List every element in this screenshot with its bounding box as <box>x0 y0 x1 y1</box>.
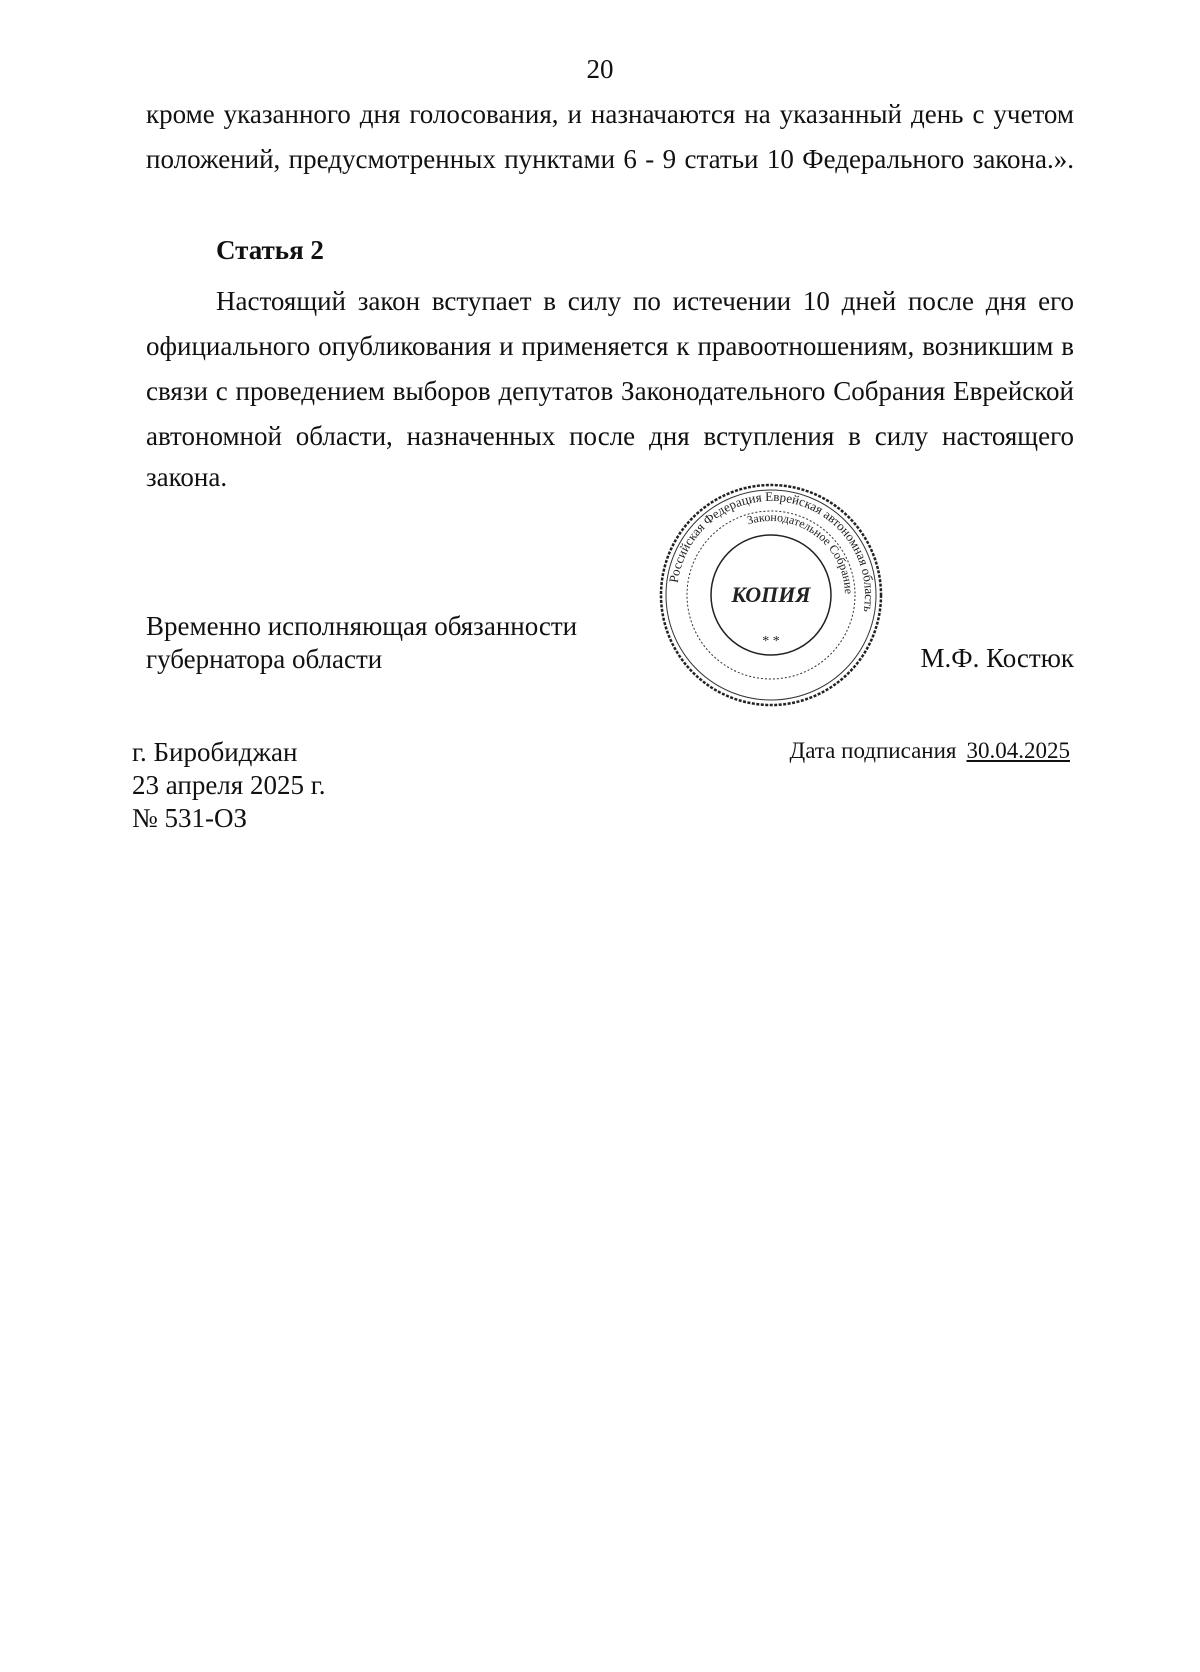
article-text: Настоящий закон вступает в силу по истечении 10 дней после дня его официального опубликования и применяется к правоотношениям, возникшим в связи с проведением выборов депутатов Законодательного Собрания Еврейской автономной области, назначенных после дня вступления в силу настоящего <box>146 286 1074 451</box>
seal-outer-text: Российская Федерация Еврейская автономная область <box>665 488 878 614</box>
official-seal <box>656 480 886 710</box>
adoption-date: 23 апреля 2025 г. <box>132 770 326 800</box>
signatory-role-line-1: Временно исполняющая обязанности <box>146 611 578 641</box>
signatory-role <box>146 610 577 676</box>
signing-date <box>790 738 1070 764</box>
page-number: 20 <box>586 54 614 84</box>
signatory-name: М.Ф. Костюк <box>920 643 1074 673</box>
signatory-role-line-2: губернатора области <box>146 644 383 674</box>
law-place-and-number <box>132 736 325 835</box>
seal-stars: * * <box>762 634 780 649</box>
seal-center-text: КОПИЯ <box>731 582 811 607</box>
seal-inner-text: Законодательное Собрание <box>745 509 857 595</box>
article-heading: Статья 2 <box>216 235 324 265</box>
law-number: № 531-ОЗ <box>132 803 248 833</box>
article-text-last-line: закона. <box>146 462 228 492</box>
signing-date-value: 30.04.2025 <box>966 738 1070 763</box>
city: г. Биробиджан <box>132 737 298 767</box>
paragraph-continuation: кроме указанного дня голосования, и назначаются на указанный день с учетом положений, предусмотренных пунктами 6 - 9 статьи 10 Федерального закона.». <box>146 99 1074 174</box>
signing-date-label: Дата подписания <box>789 738 957 763</box>
